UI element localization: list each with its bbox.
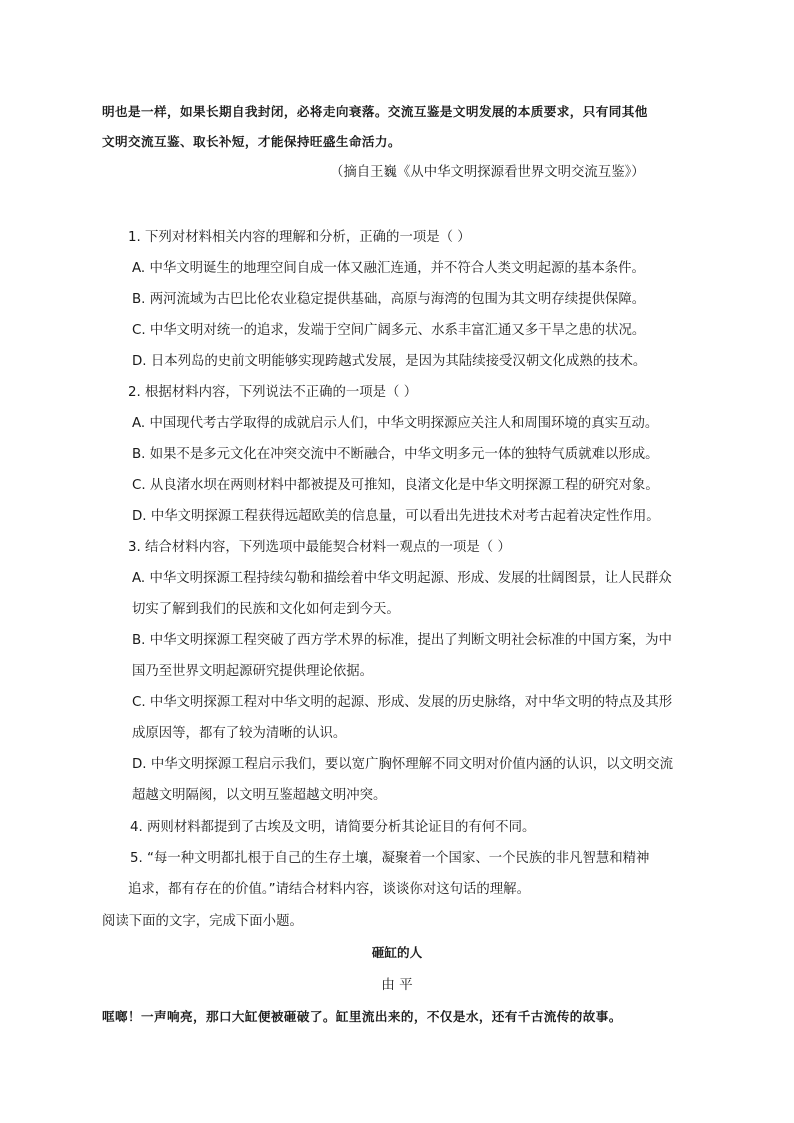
question-3-option-a-line1: A. 中华文明探源工程持续勾勒和描绘着中华文明起源、形成、发展的壮阔图景，让人民群众 <box>132 571 672 586</box>
question-4-stem: 4. 两则材料都提到了古埃及文明，请简要分析其论证目的有何不同。 <box>130 820 536 835</box>
question-3-option-d-line2: 超越文明隔阂，以文明互鉴超越文明冲突。 <box>132 788 387 803</box>
story-first-line: 哐啷！一声响亮，那口大缸便被砸破了。缸里流出来的，不仅是水，还有千古流传的故事。 <box>102 1009 622 1024</box>
question-1-option-c: C. 中华文明对统一的追求，发端于空间广阔多元、水系丰富汇通又多干旱之患的状况。 <box>132 323 646 338</box>
source-note: （摘自王巍《从中华文明探源看世界文明交流互鉴》） <box>330 165 645 180</box>
question-5-stem: 5. “每一种文明都扎根于自己的生存土壤，凝聚着一个国家、一个民族的非凡智慧和精神 <box>130 851 650 866</box>
reading-instruction: 阅读下面的文字，完成下面小题。 <box>102 914 303 929</box>
question-2-stem: 2. 根据材料内容，下列说法不正确的一项是（ ） <box>128 385 418 400</box>
question-3-option-b-line2: 国乃至世界文明起源研究提供理论依据。 <box>132 664 374 679</box>
question-3-option-b-line1: B. 中华文明探源工程突破了西方学术界的标准，提出了判断文明社会标准的中国方案，为中 <box>132 633 672 648</box>
question-1-option-b: B. 两河流域为古巴比伦农业稳定提供基础，高原与海湾的包围为其文明存续提供保障。 <box>132 292 646 307</box>
question-3-stem: 3. 结合材料内容，下列选项中最能契合材料一观点的一项是（ ） <box>128 540 511 555</box>
question-1-option-d: D. 日本列岛的史前文明能够实现跨越式发展，是因为其陆续接受汉朝文化成熟的技术。 <box>132 354 647 369</box>
question-3-option-d-line1: D. 中华文明探源工程启示我们，要以宽广胸怀理解不同文明对价值内涵的认识，以文明交流 <box>132 757 674 772</box>
question-2-option-b: B. 如果不是多元文化在冲突交流中不断融合，中华文明多元一体的独特气质就难以形成。 <box>132 447 659 462</box>
passage-line-1: 明也是一样，如果长期自我封闭，必将走向衰落。交流互鉴是文明发展的本质要求，只有同其他 <box>102 104 648 119</box>
story-author: 由 平 <box>381 977 413 993</box>
question-1-stem: 1. 下列对材料相关内容的理解和分析，正确的一项是（ ） <box>128 230 471 245</box>
question-3-option-c-line1: C. 中华文明探源工程对中华文明的起源、形成、发展的历史脉络，对中华文明的特点及其形 <box>132 695 673 710</box>
question-2-option-c: C. 从良渚水坝在两则材料中都被提及可推知，良渚文化是中华文明探源工程的研究对象。 <box>132 478 659 493</box>
question-5-stem-continued: 追求，都有存在的价值。”请结合材料内容，谈谈你对这句话的理解。 <box>128 882 530 897</box>
question-3-option-c-line2: 成原因等，都有了较为清晰的认识。 <box>132 726 347 741</box>
story-title: 砸缸的人 <box>371 945 423 960</box>
passage-line-2: 文明交流互鉴、取长补短，才能保持旺盛生命活力。 <box>102 134 401 149</box>
question-2-option-d: D. 中华文明探源工程获得远超欧美的信息量，可以看出先进技术对考古起着决定性作用。 <box>132 509 660 524</box>
question-2-option-a: A. 中国现代考古学取得的成就启示人们，中华文明探源应关注人和周围环境的真实互动。 <box>132 416 659 431</box>
question-1-option-a: A. 中华文明诞生的地理空间自成一体又融汇连通，并不符合人类文明起源的基本条件。 <box>132 261 645 276</box>
question-3-option-a-line2: 切实了解到我们的民族和文化如何走到今天。 <box>132 602 400 617</box>
